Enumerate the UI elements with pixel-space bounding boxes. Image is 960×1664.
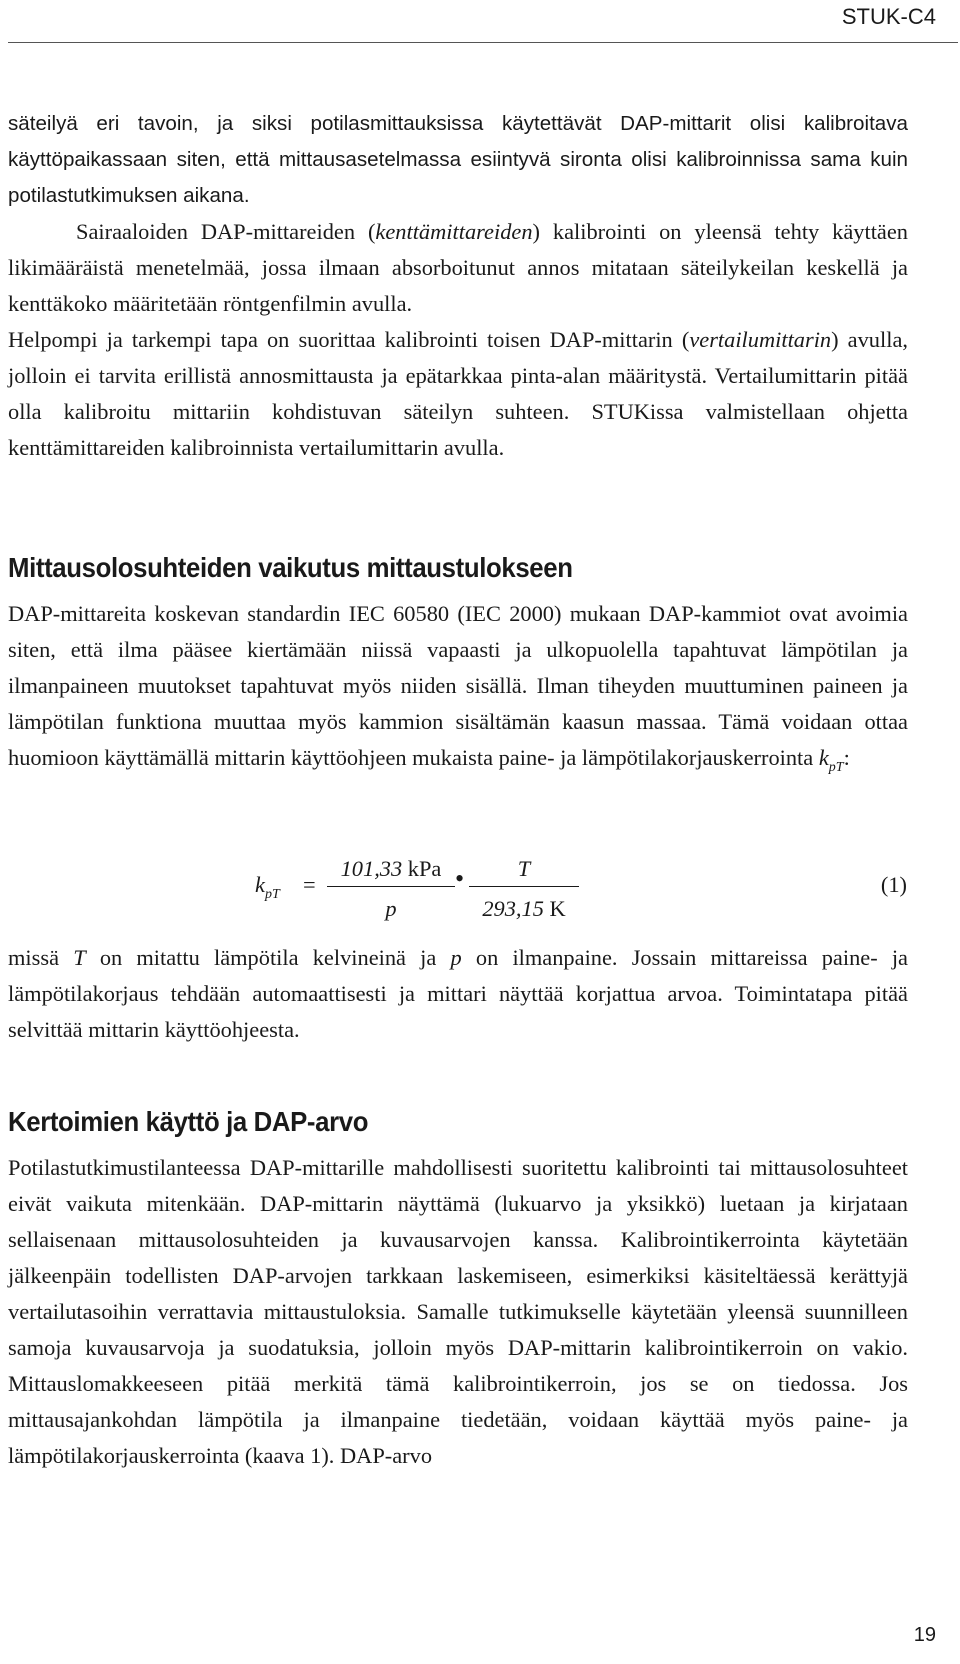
symbol-subscript: pT (828, 760, 844, 775)
page-number: 19 (913, 1624, 936, 1646)
multiply-dot: • (455, 864, 465, 893)
reference-temperature: 293,15 (482, 896, 544, 921)
symbol-p: p (450, 945, 462, 970)
fraction-numerator: T (517, 856, 531, 881)
equation-number: (1) (880, 872, 907, 897)
equation-lhs (255, 872, 280, 903)
fraction-temperature (469, 852, 579, 921)
symbol-k: k (255, 872, 265, 897)
intro-paragraph-2 (8, 214, 908, 322)
italic-term: vertailumittarin (689, 327, 832, 352)
symbol-k: k (818, 745, 829, 770)
header-divider (8, 42, 958, 43)
paragraph-text: Helpompi ja tarkempi tapa on suorittaa kalibrointi toisen DAP-mittarin ( (8, 327, 690, 352)
section1-paragraph (8, 596, 908, 786)
fraction-pressure (327, 852, 455, 921)
temperature-unit: K (543, 896, 566, 921)
fraction-denominator: p (385, 896, 397, 921)
paragraph-text: Potilastutkimustilanteessa DAP-mittarille mahdollisesti suoritettu kalibrointi tai mittausolosuhteet eivät vaikuta mitenkään. DAP-mittarin näyttämä (lukuarvo ja yksikkö) luetaan ja kirjataan sellaisenaan mittausolosuhteiden ja kuvausarvojen kanssa. Kalibrointikerrointa käytetään jälkeenpäin todellisten DAP-arvojen tarkkaan laskemiseen, esimerkiksi käsiteltäessä kerättyjä vertailutasoihin verrattavia mittaustuloksia. Samalle tutkimukselle käytetään yleensä suunnilleen samoja kuvausarvoja ja suodatuksia, jolloin myös DAP-mittarin kalibrointikerroin on vakio. Mittauslomakkeeseen pitää merkitä tämä kalibrointikerroin, jos se on tiedossa. Jos mittausajankohdan lämpötila ja ilmanpaine tiedetään, voidaan käyttää myös paine- ja lämpötilakorjauskerrointa (kaava 1). DAP-arvo (8, 1155, 908, 1468)
pressure-unit: kPa (402, 856, 442, 881)
running-header: STUK-C4 (841, 4, 936, 29)
paragraph-text: missä (8, 945, 74, 970)
italic-term: kenttämittareiden (375, 219, 533, 244)
reference-pressure: 101,33 (340, 856, 403, 881)
section-heading: Mittausolosuhteiden vaikutus mittaustulokseen (8, 552, 573, 583)
paragraph-text: DAP-mittareita koskevan standardin IEC 60580 (IEC 2000) mukaan DAP-kammiot ovat avoimia siten, että ilma pääsee kiertämään niissä vapaasti ja ulkopuolella tapahtuvat lämpötilan ja ilmanpaineen muutokset tapahtuvat myös niiden sisällä. Ilman tiheyden muuttuminen paineen ja lämpötilan funktiona muuttaa myös kammion sisältämän kaasun massaa. Tämä voidaan ottaa huomioon käyttämällä mittarin käyttöohjeen mukaista paine- ja lämpötilakorjauskerrointa (8, 601, 908, 770)
section1-paragraph-2 (8, 940, 908, 1048)
intro-text: säteilyä eri tavoin, ja siksi potilasmittauksissa käytettävät DAP-mittarit olisi kalibroitava käyttöpaikassaan siten, että mittausasetelmassa esiintyvä sironta olisi kalibroinnissa sama kuin potilastutkimuksen aikana. (8, 112, 908, 207)
paragraph-text: on ilmanpaine. Jossain mittareissa paine- ja lämpötilakorjaus tehdään automaattisesti ja mittari näyttää korjattua arvoa. Toimintatapa pitää selvittää mittarin käyttöohjeesta. (8, 945, 909, 1042)
symbol-subscript: pT (264, 887, 280, 902)
section-heading: Kertoimien käyttö ja DAP-arvo (8, 1106, 369, 1137)
intro-paragraph (8, 106, 908, 214)
paragraph-text: : (843, 745, 850, 770)
paragraph-text: ) avulla, jolloin ei tarvita erillistä annosmittausta ja epätarkkaa pinta-alan määritystä. Vertailumittarin pitää olla kalibroitu mittariin kohdistuvan säteilyn suhteen. STUKissa valmistellaan ohjetta kenttämittareiden kalibroinnista vertailumittarin avulla. (8, 327, 908, 460)
symbol-T: T (73, 945, 86, 970)
fraction-numerator (327, 852, 455, 886)
section2-paragraph (8, 1150, 908, 1474)
equation-1 (255, 852, 915, 932)
paragraph-text: Sairaaloiden DAP-mittareiden ( (76, 219, 376, 244)
paragraph-text: on mitattu lämpötila kelvineinä ja (85, 945, 451, 970)
fraction-denominator (469, 887, 579, 921)
intro-paragraph-3 (8, 322, 908, 466)
paragraph-text: ) kalibrointi on yleensä tehty käyttäen likimääräistä menetelmää, jossa ilmaan absorboitunut annos mitataan säteilykeilan keskellä ja kenttäkoko määritetään röntgenfilmin avulla. (8, 219, 908, 316)
equals-sign: = (303, 872, 316, 897)
